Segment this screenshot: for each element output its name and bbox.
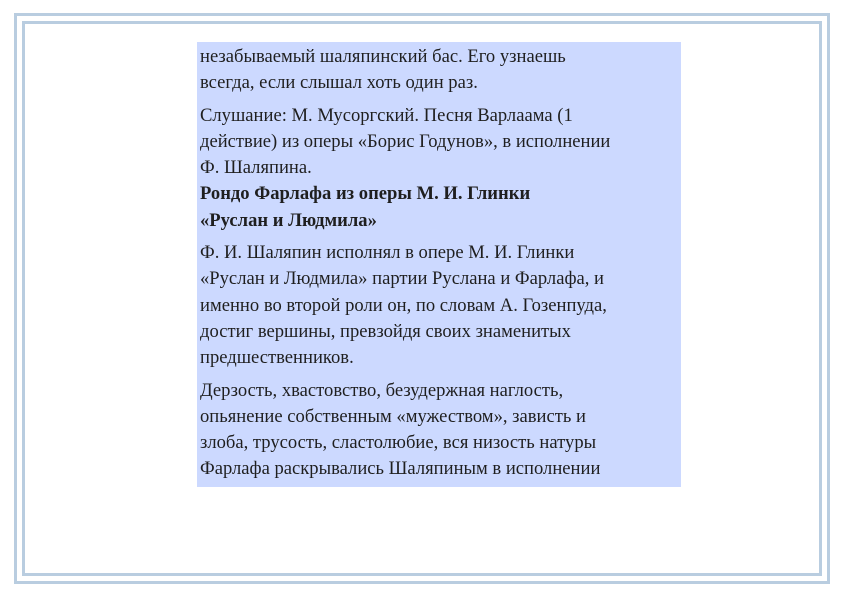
text-line: Дерзость, хвастовство, безудержная наглость, — [200, 379, 564, 401]
paragraph-roles — [200, 240, 681, 371]
text-line: действие) из оперы «Борис Годунов», в исполнении — [200, 130, 611, 152]
text-line: предшественников. — [200, 347, 354, 369]
text-line: злоба, трусость, сластолюбие, вся низость натуры — [200, 432, 597, 454]
text-line: Слушание: М. Мусоргский. Песня Варлаама (1 — [200, 104, 573, 126]
text-line: достиг вершины, превзойдя своих знаменитых — [200, 320, 571, 342]
text-line: Ф. Шаляпина. — [200, 157, 312, 179]
text-line: Фарлафа раскрывались Шаляпиным в исполнении — [200, 458, 601, 480]
section-heading — [200, 181, 681, 234]
paragraph-listening — [200, 103, 681, 182]
text-line: всегда, если слышал хоть один раз. — [200, 72, 478, 94]
paragraph-character — [200, 378, 681, 483]
heading-line: «Руслан и Людмила» — [200, 209, 377, 231]
text-line: опьянение собственным «мужеством», зависть и — [200, 405, 586, 427]
text-box — [197, 42, 681, 487]
text-line: «Руслан и Людмила» партии Руслана и Фарлафа, и — [200, 268, 605, 290]
text-line: незабываемый шаляпинский бас. Его узнаешь — [200, 46, 566, 67]
paragraph-intro-end — [200, 44, 681, 97]
heading-line: Рондо Фарлафа из оперы М. И. Глинки — [200, 183, 531, 205]
text-line: Ф. И. Шаляпин исполнял в опере М. И. Глинки — [200, 242, 575, 264]
text-line: именно во второй роли он, по словам А. Гозенпуда, — [200, 294, 607, 316]
